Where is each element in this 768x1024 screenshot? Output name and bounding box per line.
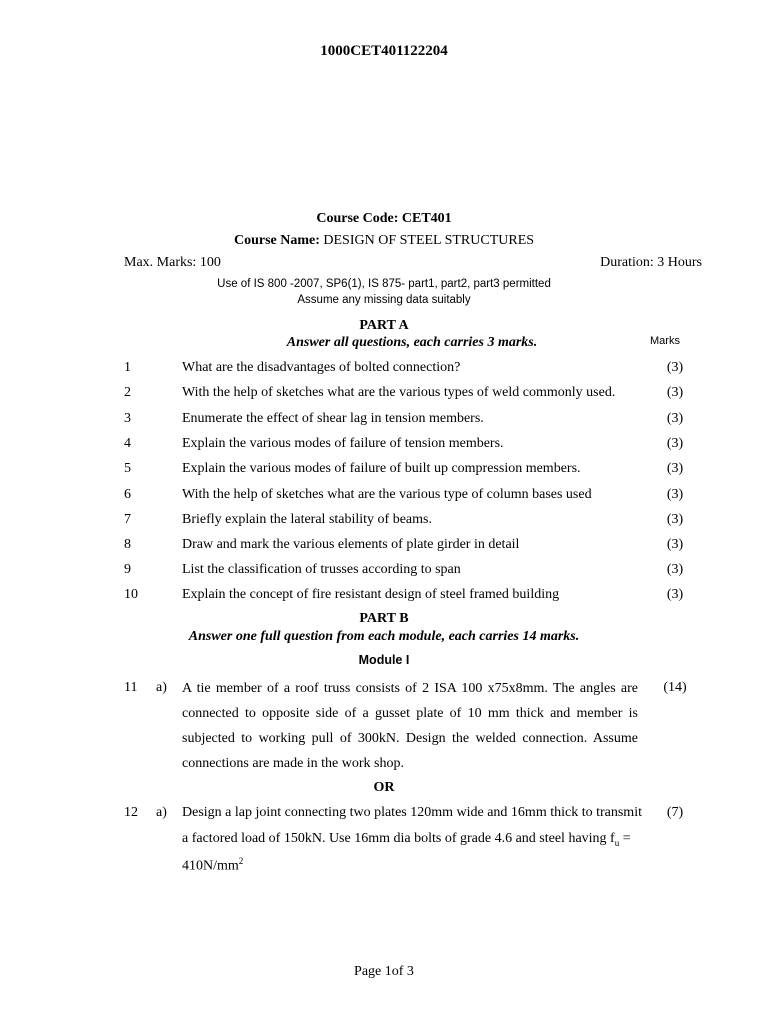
part-b-instruction: Answer one full question from each module, each carries 14 marks. xyxy=(188,629,580,644)
question-marks: (3) xyxy=(666,537,684,552)
question-marks: (3) xyxy=(666,461,684,476)
part-b-title: PART B xyxy=(359,611,409,626)
question-text: List the classification of trusses according to span xyxy=(182,562,461,577)
course-name xyxy=(0,233,768,249)
question-text: Explain the concept of fire resistant design of steel framed building xyxy=(182,587,560,602)
question-text: Draw and mark the various elements of plate girder in detail xyxy=(182,537,520,552)
question-text: What are the disadvantages of bolted connection? xyxy=(182,360,461,375)
question-number: 8 xyxy=(124,537,131,552)
question-number: 2 xyxy=(124,385,131,400)
subscript: u xyxy=(614,837,620,848)
question-text: Explain the various modes of failure of tension members. xyxy=(182,436,504,451)
question-marks: (3) xyxy=(666,436,684,451)
question-number: 9 xyxy=(124,562,131,577)
superscript: 2 xyxy=(238,856,244,866)
part-a-instruction: Answer all questions, each carries 3 marks. xyxy=(286,335,538,350)
question-number: 12 xyxy=(124,805,138,820)
module-title: Module I xyxy=(358,653,410,667)
document-code: 1000CET401122204 xyxy=(320,43,448,59)
question-marks: (3) xyxy=(666,512,684,527)
question-text: Enumerate the effect of shear lag in tension members. xyxy=(182,411,484,426)
instruction-note-1: Use of IS 800 -2007, SP6(1), IS 875- part1, part2, part3 permitted xyxy=(217,278,551,290)
question-marks: (14) xyxy=(663,680,687,695)
question-marks: (3) xyxy=(666,562,684,577)
part-a-title: PART A xyxy=(359,318,409,333)
sub-question-label: a) xyxy=(156,680,167,695)
duration: Duration: 3 Hours xyxy=(600,255,702,270)
question-number: 4 xyxy=(124,436,131,451)
course-code: Course Code: CET401 xyxy=(316,211,452,226)
question-marks: (3) xyxy=(666,411,684,426)
page-number: Page 1of 3 xyxy=(354,964,414,979)
question-text: Briefly explain the lateral stability of beams. xyxy=(182,512,432,527)
question-text-line-1: Design a lap joint connecting two plates 120mm wide and 16mm thick to transmit xyxy=(182,805,642,820)
question-number: 11 xyxy=(124,680,138,695)
question-marks: (3) xyxy=(666,360,684,375)
question-text-line-2 xyxy=(182,831,631,848)
course-name-label: Course Name: xyxy=(233,233,324,248)
question-number: 3 xyxy=(124,411,131,426)
question-text: With the help of sketches what are the various types of weld commonly used. xyxy=(182,385,616,400)
marks-header: Marks xyxy=(650,335,680,347)
or-separator: OR xyxy=(373,780,395,795)
question-text: A tie member of a roof truss consists of 2 ISA 100 x75x8mm. The angles are connected to opposite side of a gusset plate of 10 mm thick and member is subjected to working pull of 300kN. Design the welded connection. Assume connections are made in the work shop. xyxy=(182,681,638,771)
question-text-fragment: 410N/mm xyxy=(182,858,239,874)
question-text-fragment: = xyxy=(619,831,631,846)
question-marks: (3) xyxy=(666,385,684,400)
question-text: Explain the various modes of failure of built up compression members. xyxy=(182,461,581,476)
max-marks: Max. Marks: 100 xyxy=(124,255,221,270)
instruction-note-2: Assume any missing data suitably xyxy=(297,294,471,306)
question-marks: (7) xyxy=(666,805,684,820)
question-text-line-3 xyxy=(182,856,243,875)
question-number: 10 xyxy=(124,587,138,602)
question-number: 7 xyxy=(124,512,131,527)
question-number: 1 xyxy=(124,360,131,375)
sub-question-label: a) xyxy=(156,805,167,820)
question-number: 5 xyxy=(124,461,131,476)
question-marks: (3) xyxy=(666,587,684,602)
question-text: With the help of sketches what are the various type of column bases used xyxy=(182,487,592,502)
course-name-value: DESIGN OF STEEL STRUCTURES xyxy=(323,233,535,248)
question-marks: (3) xyxy=(666,487,684,502)
question-number: 6 xyxy=(124,487,131,502)
question-text-fragment: a factored load of 150kN. Use 16mm dia bolts of grade 4.6 and steel having f xyxy=(182,831,615,846)
